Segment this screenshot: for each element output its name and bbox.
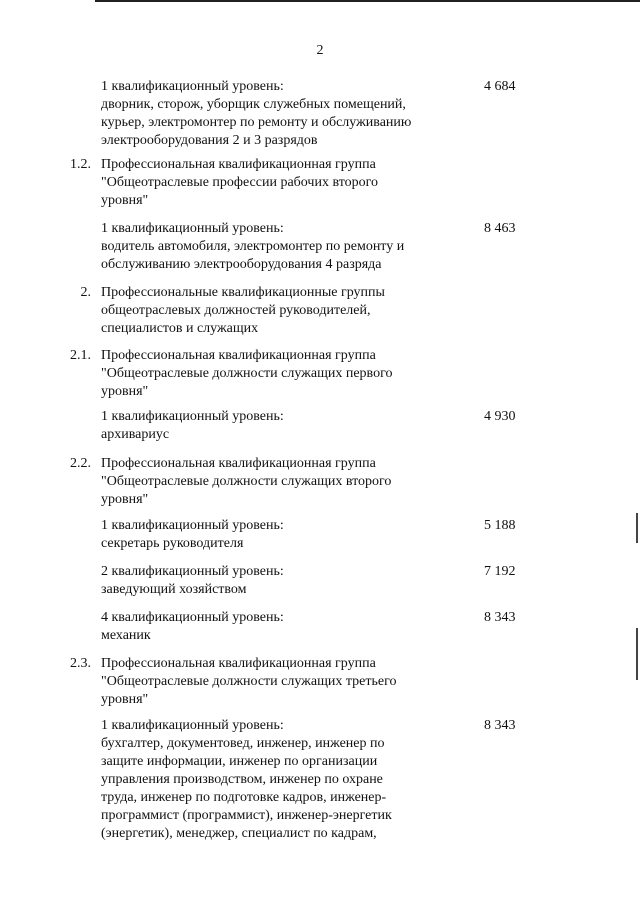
description-line: 4 квалификационный уровень:: [101, 610, 284, 625]
salary-value: 4 930: [484, 409, 516, 424]
salary-value: 8 343: [484, 718, 516, 733]
description-line: архивариус: [101, 427, 170, 442]
description-line: дворник, сторож, уборщик служебных помещений,: [101, 97, 406, 112]
description-line: "Общеотраслевые профессии рабочих второго: [101, 175, 379, 190]
description-line: программист (программист), инженер-энергетик: [101, 808, 392, 823]
description-line: механик: [101, 628, 151, 643]
page-top-edge-line: [95, 0, 640, 2]
row-description: [101, 717, 471, 843]
description-line: обслуживанию электрооборудования 4 разряда: [101, 257, 382, 272]
salary-value: 5 188: [484, 518, 516, 533]
salary-value: 8 463: [484, 221, 516, 236]
description-line: курьер, электромонтер по ремонту и обслуживанию: [101, 115, 412, 130]
description-line: труда, инженер по подготовке кадров, инженер-: [101, 790, 387, 805]
description-line: бухгалтер, документовед, инженер, инженер по: [101, 736, 385, 751]
description-line: уровня": [101, 193, 149, 208]
description-line: "Общеотраслевые должности служащих первого: [101, 366, 393, 381]
page-number: 2: [316, 43, 324, 58]
row-number: 1.2.: [70, 157, 91, 172]
description-line: "Общеотраслевые должности служащих второго: [101, 474, 392, 489]
description-line: Профессиональная квалификационная группа: [101, 456, 376, 471]
row-description: [101, 347, 471, 401]
description-line: уровня": [101, 384, 149, 399]
row-description: [101, 455, 471, 509]
description-line: защите информации, инженер по организации: [101, 754, 378, 769]
description-line: уровня": [101, 492, 149, 507]
row-description: [101, 655, 471, 709]
description-line: 1 квалификационный уровень:: [101, 79, 284, 94]
row-description: [101, 517, 471, 553]
row-number: 2.3.: [70, 656, 91, 671]
row-number: 2.1.: [70, 348, 91, 363]
description-line: 1 квалификационный уровень:: [101, 518, 284, 533]
scan-edge-mark: [636, 513, 638, 543]
row-description: [101, 563, 471, 599]
scan-edge-mark: [636, 628, 638, 680]
description-line: секретарь руководителя: [101, 536, 244, 551]
description-line: общеотраслевых должностей руководителей,: [101, 303, 371, 318]
description-line: управления производством, инженер по охране: [101, 772, 383, 787]
description-line: заведующий хозяйством: [101, 582, 247, 597]
description-line: 1 квалификационный уровень:: [101, 718, 284, 733]
description-line: Профессиональная квалификационная группа: [101, 348, 376, 363]
salary-value: 7 192: [484, 564, 516, 579]
description-line: "Общеотраслевые должности служащих третьего: [101, 674, 397, 689]
description-line: электрооборудования 2 и 3 разрядов: [101, 133, 318, 148]
salary-value: 8 343: [484, 610, 516, 625]
description-line: (энергетик), менеджер, специалист по кадрам,: [101, 826, 377, 841]
description-line: 1 квалификационный уровень:: [101, 221, 284, 236]
description-line: специалистов и служащих: [101, 321, 259, 336]
row-number: 2.2.: [70, 456, 91, 471]
description-line: 1 квалификационный уровень:: [101, 409, 284, 424]
row-description: [101, 609, 471, 645]
description-line: уровня": [101, 692, 149, 707]
description-line: Профессиональная квалификационная группа: [101, 656, 376, 671]
row-description: [101, 78, 471, 150]
row-description: [101, 156, 471, 210]
salary-value: 4 684: [484, 79, 516, 94]
description-line: Профессиональная квалификационная группа: [101, 157, 376, 172]
description-line: 2 квалификационный уровень:: [101, 564, 284, 579]
row-number: 2.: [80, 285, 91, 300]
row-description: [101, 408, 471, 444]
row-description: [101, 284, 471, 338]
description-line: водитель автомобиля, электромонтер по ремонту и: [101, 239, 405, 254]
row-description: [101, 220, 471, 274]
description-line: Профессиональные квалификационные группы: [101, 285, 385, 300]
